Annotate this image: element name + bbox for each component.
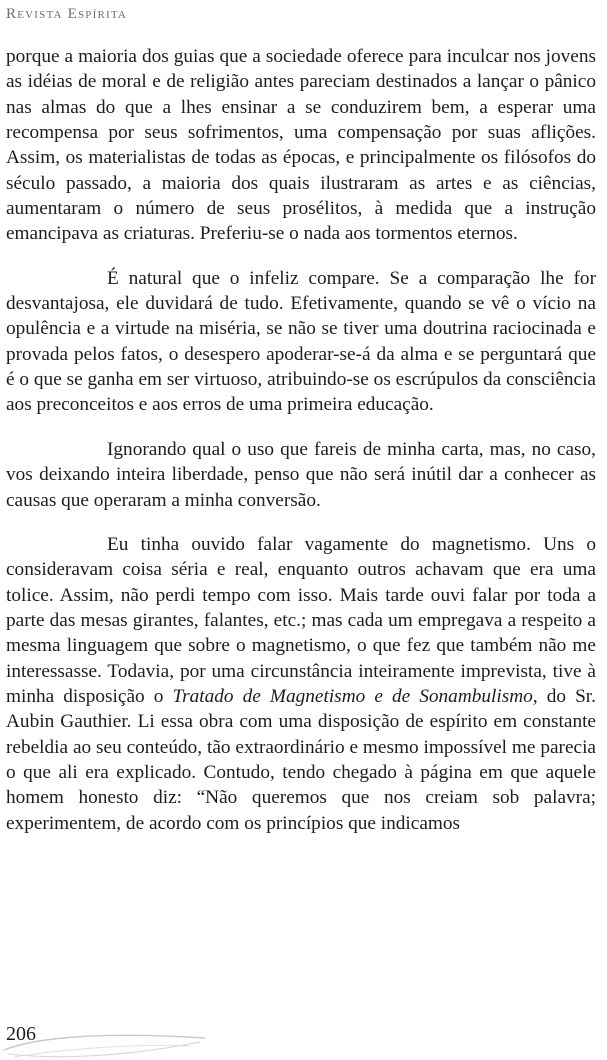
book-title: Tratado de Magnetismo e de Sonambulismo (172, 685, 533, 707)
page-number: 206 (6, 1023, 36, 1045)
paragraph-1: porque a maioria dos guias que a sociedade oferece para inculcar nos jovens as idéias de moral e de religião antes pareciam destinados a lançar o pânico nas almas do que a lhes ensinar a se conduzirem bem, a esperar uma recompensa por seus sofrimentos, uma compensação por suas aflições. Assim, os materialistas de todas as épocas, e principalmente os filósofos do século passado, a maioria dos quais ilustraram as artes e as ciências, aumentaram o número de seus prosélitos, à medida que a instrução emancipava as criaturas. Preferiu-se o nada aos tormentos eternos. (6, 46, 596, 245)
paragraph-4-text-before-title: Eu tinha ouvido falar vagamente do magnetismo. Uns o consideravam coisa séria e real, enquanto outros achavam que era uma tolice. Assim, não perdi tempo com isso. Mais tarde ouvi falar por toda a parte das mesas girantes, falantes, etc.; mas cada um empregava a respeito a mesma linguagem que sobre o magnetismo, o que fez que também não me interessasse. Todavia, por uma circunstância inteiramente imprevista, tive à minha disposição o (6, 533, 596, 707)
running-head: Revista Espírita (6, 6, 128, 22)
paragraph-4-text-after-title: , do Sr. Aubin Gauthier. Li essa obra com uma disposição de espírito em constante rebeldia ao seu conteúdo, tão extraordinário e mesmo impossível me parecia o que ali era explicado. Contudo, tendo chegado à página em que aquele homem honesto diz: “Não queremos que nos creiam sob palavra; experimentem, de acordo com os princípios que indicamos (6, 685, 596, 834)
paragraph-2: É natural que o infeliz compare. Se a comparação lhe for desvantajosa, ele duvidará de tudo. Efetivamente, quando se vê o vício na opulência e a virtude na miséria, se não se tiver uma doutrina raciocinada e provada pelos fatos, o desespero apoderar-se-á da alma e se perguntará que é o que se ganha em ser virtuoso, atribuindo-se os escrúpulos da consciência aos preconceitos e aos erros de uma primeira educação. (6, 267, 596, 416)
page-body (6, 44, 596, 855)
paragraph-4 (6, 532, 596, 836)
paragraph-3: Ignorando qual o uso que fareis de minha carta, mas, no caso, vos deixando inteira liberdade, penso que não será inútil dar a conhecer as causas que operaram a minha conversão. (6, 438, 596, 511)
